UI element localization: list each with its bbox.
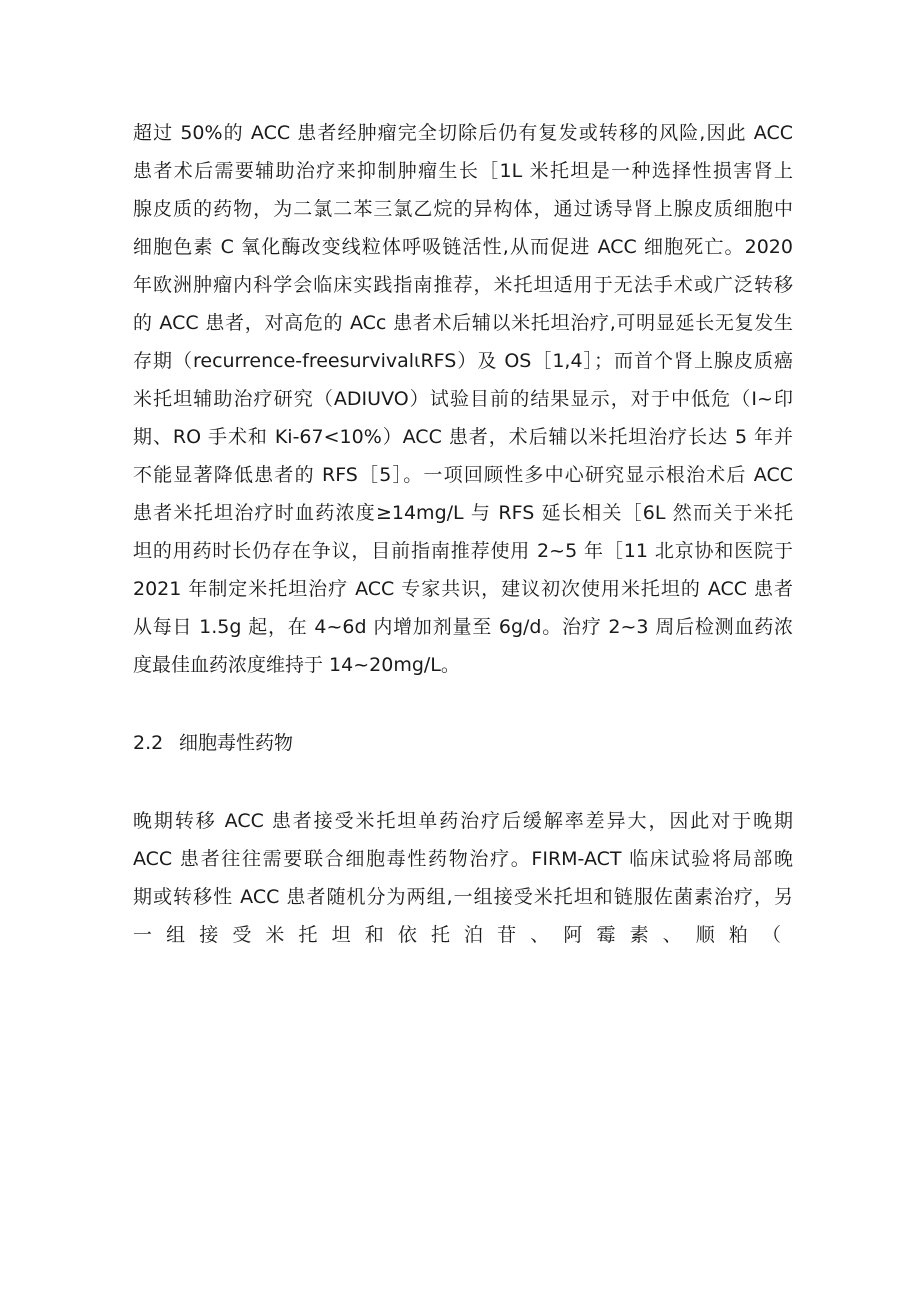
paragraph-line: 细胞色素 C 氧化酶改变线粒体呼吸链活性,从而促进 ACC 细胞死亡。2020 <box>133 236 793 258</box>
paragraph-line: 患者米托坦治疗时血药浓度≥14mg/L 与 RFS 延长相关［6L 然而关于米托 <box>133 502 793 524</box>
paragraph-line: 从每日 1.5g 起，在 4~6d 内增加剂量至 6g/d。治疗 2~3 周后检测血药浓 <box>133 616 793 638</box>
paragraph-line: 超过 50%的 ACC 患者经肿瘤完全切除后仍有复发或转移的风险,因此 ACC <box>133 122 793 144</box>
paragraph-line: 不能显著降低患者的 RFS［5］。一项回顾性多中心研究显示根治术后 ACC <box>133 464 793 486</box>
paragraph-line: 期、RO 手术和 Ki-67<10%）ACC 患者，术后辅以米托坦治疗长达 5 年并 <box>133 426 793 448</box>
paragraph-line: 腺皮质的药物，为二氯二苯三氯乙烷的异构体，通过诱导肾上腺皮质细胞中 <box>133 198 793 220</box>
paragraph-line: 患者术后需要辅助治疗来抑制肿瘤生长［1L 米托坦是一种选择性损害肾上 <box>133 160 793 182</box>
paragraph-line: 坦的用药时长仍存在争议，目前指南推荐使用 2~5 年［11 北京协和医院于 <box>133 540 793 562</box>
paragraph-line-last: 度最佳血药浓度维持于 14~20mg∕L。 <box>133 654 460 676</box>
section-heading <box>133 730 293 756</box>
section-title: 细胞毒性药物 <box>179 732 294 754</box>
paragraph-line: 晚期转移 ACC 患者接受米托坦单药治疗后缓解率差异大，因此对于晚期 <box>133 810 793 832</box>
paragraph-line: 的 ACC 患者，对高危的 ACc 患者术后辅以米托坦治疗,可明显延长无复发生 <box>133 312 793 334</box>
paragraph-line: 一组接受米托坦和依托泊苷、阿霉素、顺粕（ <box>133 924 793 946</box>
paragraph-line: 存期（recurrence-freesurvivalιRFS）及 OS［1,4］；而首个肾上腺皮质癌 <box>133 350 793 372</box>
paragraph-line: 年欧洲肿瘤内科学会临床实践指南推荐，米托坦适用于无法手术或广泛转移 <box>133 274 793 296</box>
paragraph-line: 2021 年制定米托坦治疗 ACC 专家共识，建议初次使用米托坦的 ACC 患者 <box>133 578 793 600</box>
paragraph-line: 期或转移性 ACC 患者随机分为两组,一组接受米托坦和链服佐菌素治疗，另 <box>133 886 793 908</box>
paragraph-line: ACC 患者往往需要联合细胞毒性药物治疗。FIRM-ACT 临床试验将局部晚 <box>133 848 793 870</box>
section-number: 2.2 <box>133 732 164 754</box>
paragraph-line: 米托坦辅助治疗研究（ADIUVO）试验目前的结果显示，对于中低危（I~印 <box>133 388 793 410</box>
